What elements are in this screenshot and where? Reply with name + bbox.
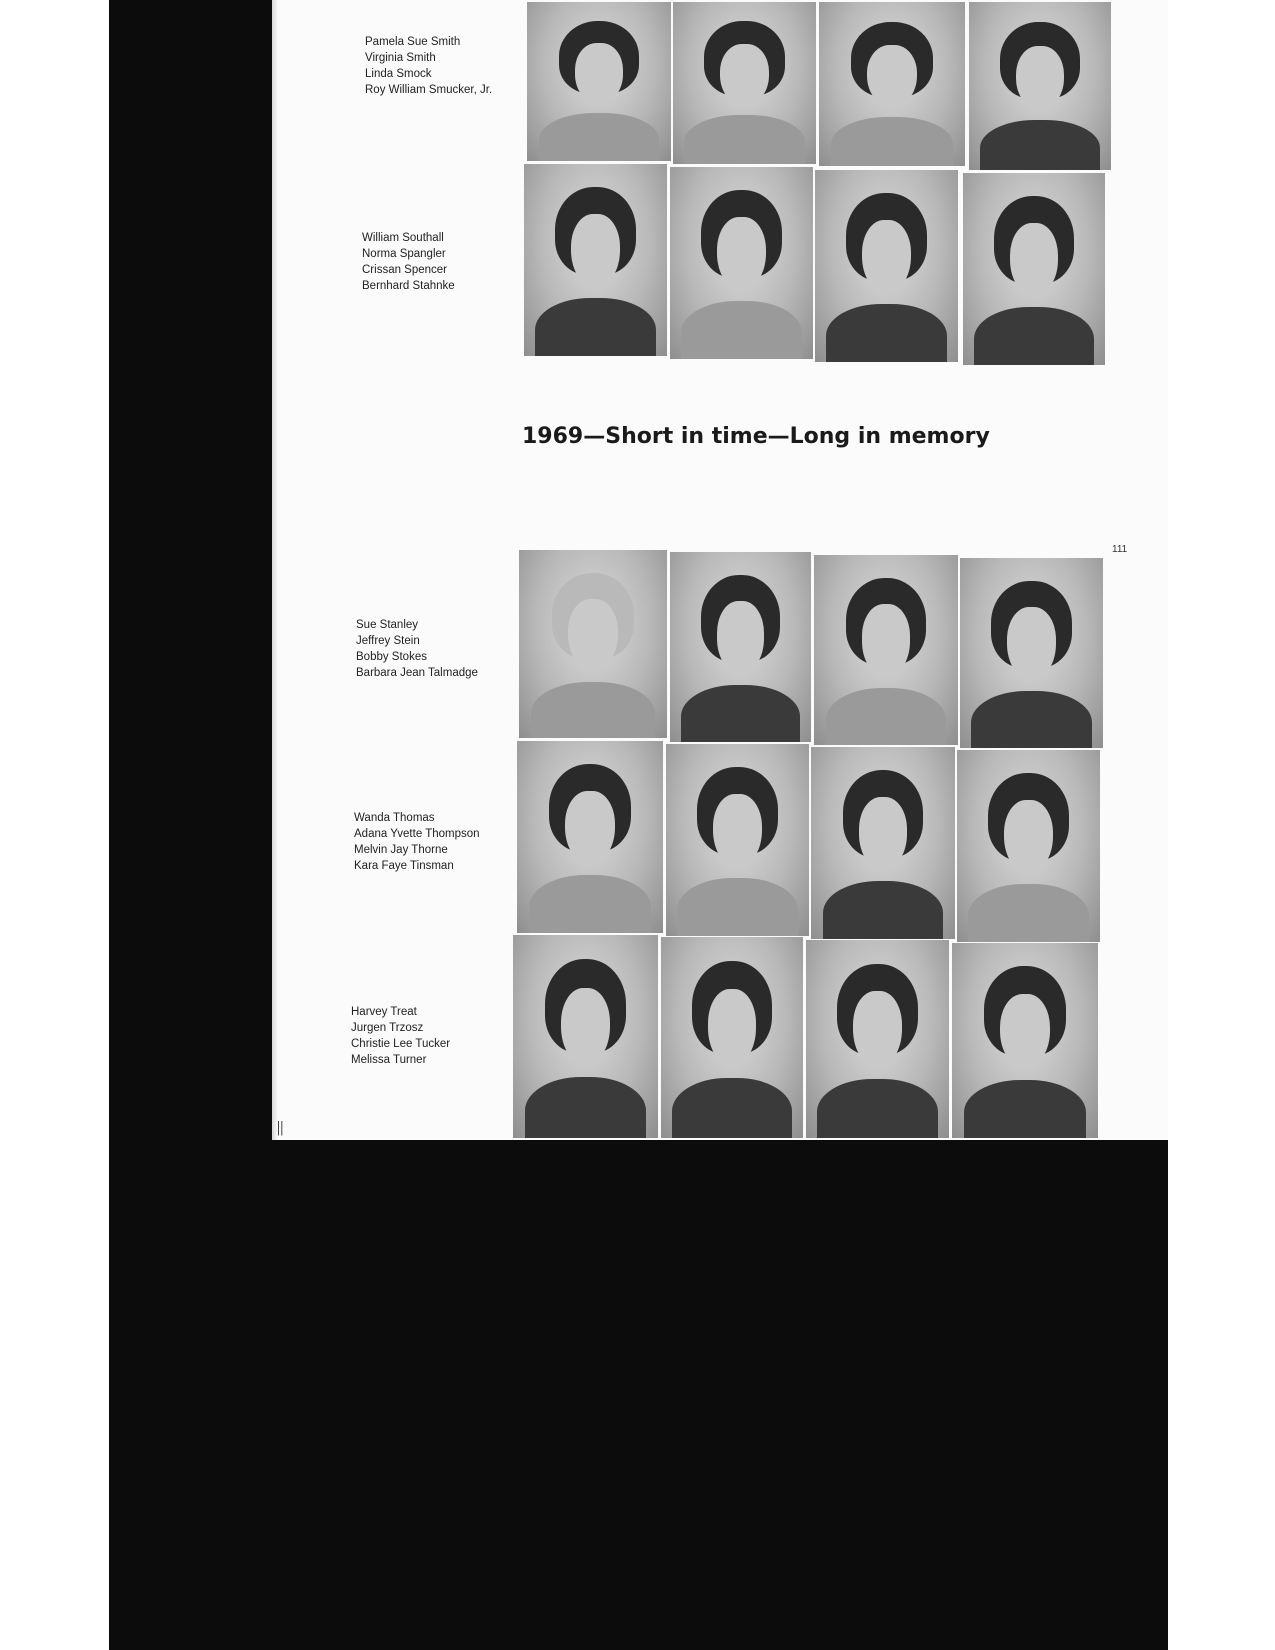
- student-name: Norma Spangler: [362, 248, 446, 260]
- student-portrait: [819, 2, 965, 166]
- student-name: William Southall: [362, 232, 444, 244]
- student-name: Pamela Sue Smith: [365, 36, 461, 48]
- student-name: Bernhard Stahnke: [362, 280, 455, 292]
- student-name: Melissa Turner: [351, 1054, 427, 1066]
- student-portrait: [960, 558, 1103, 748]
- student-portrait: [513, 935, 658, 1138]
- student-portrait: [963, 173, 1105, 365]
- student-portrait: [517, 741, 663, 933]
- name-list: [362, 230, 455, 294]
- student-portrait: [666, 744, 809, 936]
- student-name: Jurgen Trzosz: [351, 1022, 424, 1034]
- student-name: Virginia Smith: [365, 52, 436, 64]
- name-list: [365, 34, 492, 98]
- student-name: Kara Faye Tinsman: [354, 860, 454, 872]
- student-portrait: [811, 747, 955, 939]
- student-portrait: [952, 943, 1098, 1138]
- page-edge-mark: ||: [277, 1119, 284, 1136]
- student-portrait: [670, 167, 813, 359]
- student-name: Christie Lee Tucker: [351, 1038, 451, 1050]
- student-name: Barbara Jean Talmadge: [356, 667, 478, 679]
- student-name: Wanda Thomas: [354, 812, 435, 824]
- student-portrait: [673, 2, 816, 164]
- name-list: [356, 617, 478, 681]
- page-fold-shadow: [272, 0, 278, 1140]
- student-portrait: [524, 164, 667, 356]
- student-portrait: [527, 2, 671, 161]
- student-name: Adana Yvette Thompson: [354, 828, 480, 840]
- page-number: 111: [1112, 544, 1128, 555]
- student-name: Jeffrey Stein: [356, 635, 420, 647]
- student-portrait: [670, 552, 811, 742]
- student-name: Bobby Stokes: [356, 651, 427, 663]
- student-portrait: [814, 555, 958, 745]
- student-portrait: [969, 2, 1111, 170]
- student-portrait: [806, 940, 949, 1138]
- student-portrait: [815, 170, 958, 362]
- student-name: Harvey Treat: [351, 1006, 417, 1018]
- student-portrait: [519, 550, 667, 738]
- student-name: Melvin Jay Thorne: [354, 844, 448, 856]
- student-name: Crissan Spencer: [362, 264, 448, 276]
- student-name: Roy William Smucker, Jr.: [365, 84, 493, 96]
- name-list: [351, 1004, 450, 1068]
- student-name: Sue Stanley: [356, 619, 419, 631]
- name-list: [354, 810, 480, 874]
- student-portrait: [957, 750, 1100, 942]
- scan-background-bottom: [109, 1140, 1168, 1650]
- page-headline: 1969—Short in time—Long in memory: [522, 424, 990, 449]
- student-portrait: [661, 937, 803, 1138]
- student-name: Linda Smock: [365, 68, 432, 80]
